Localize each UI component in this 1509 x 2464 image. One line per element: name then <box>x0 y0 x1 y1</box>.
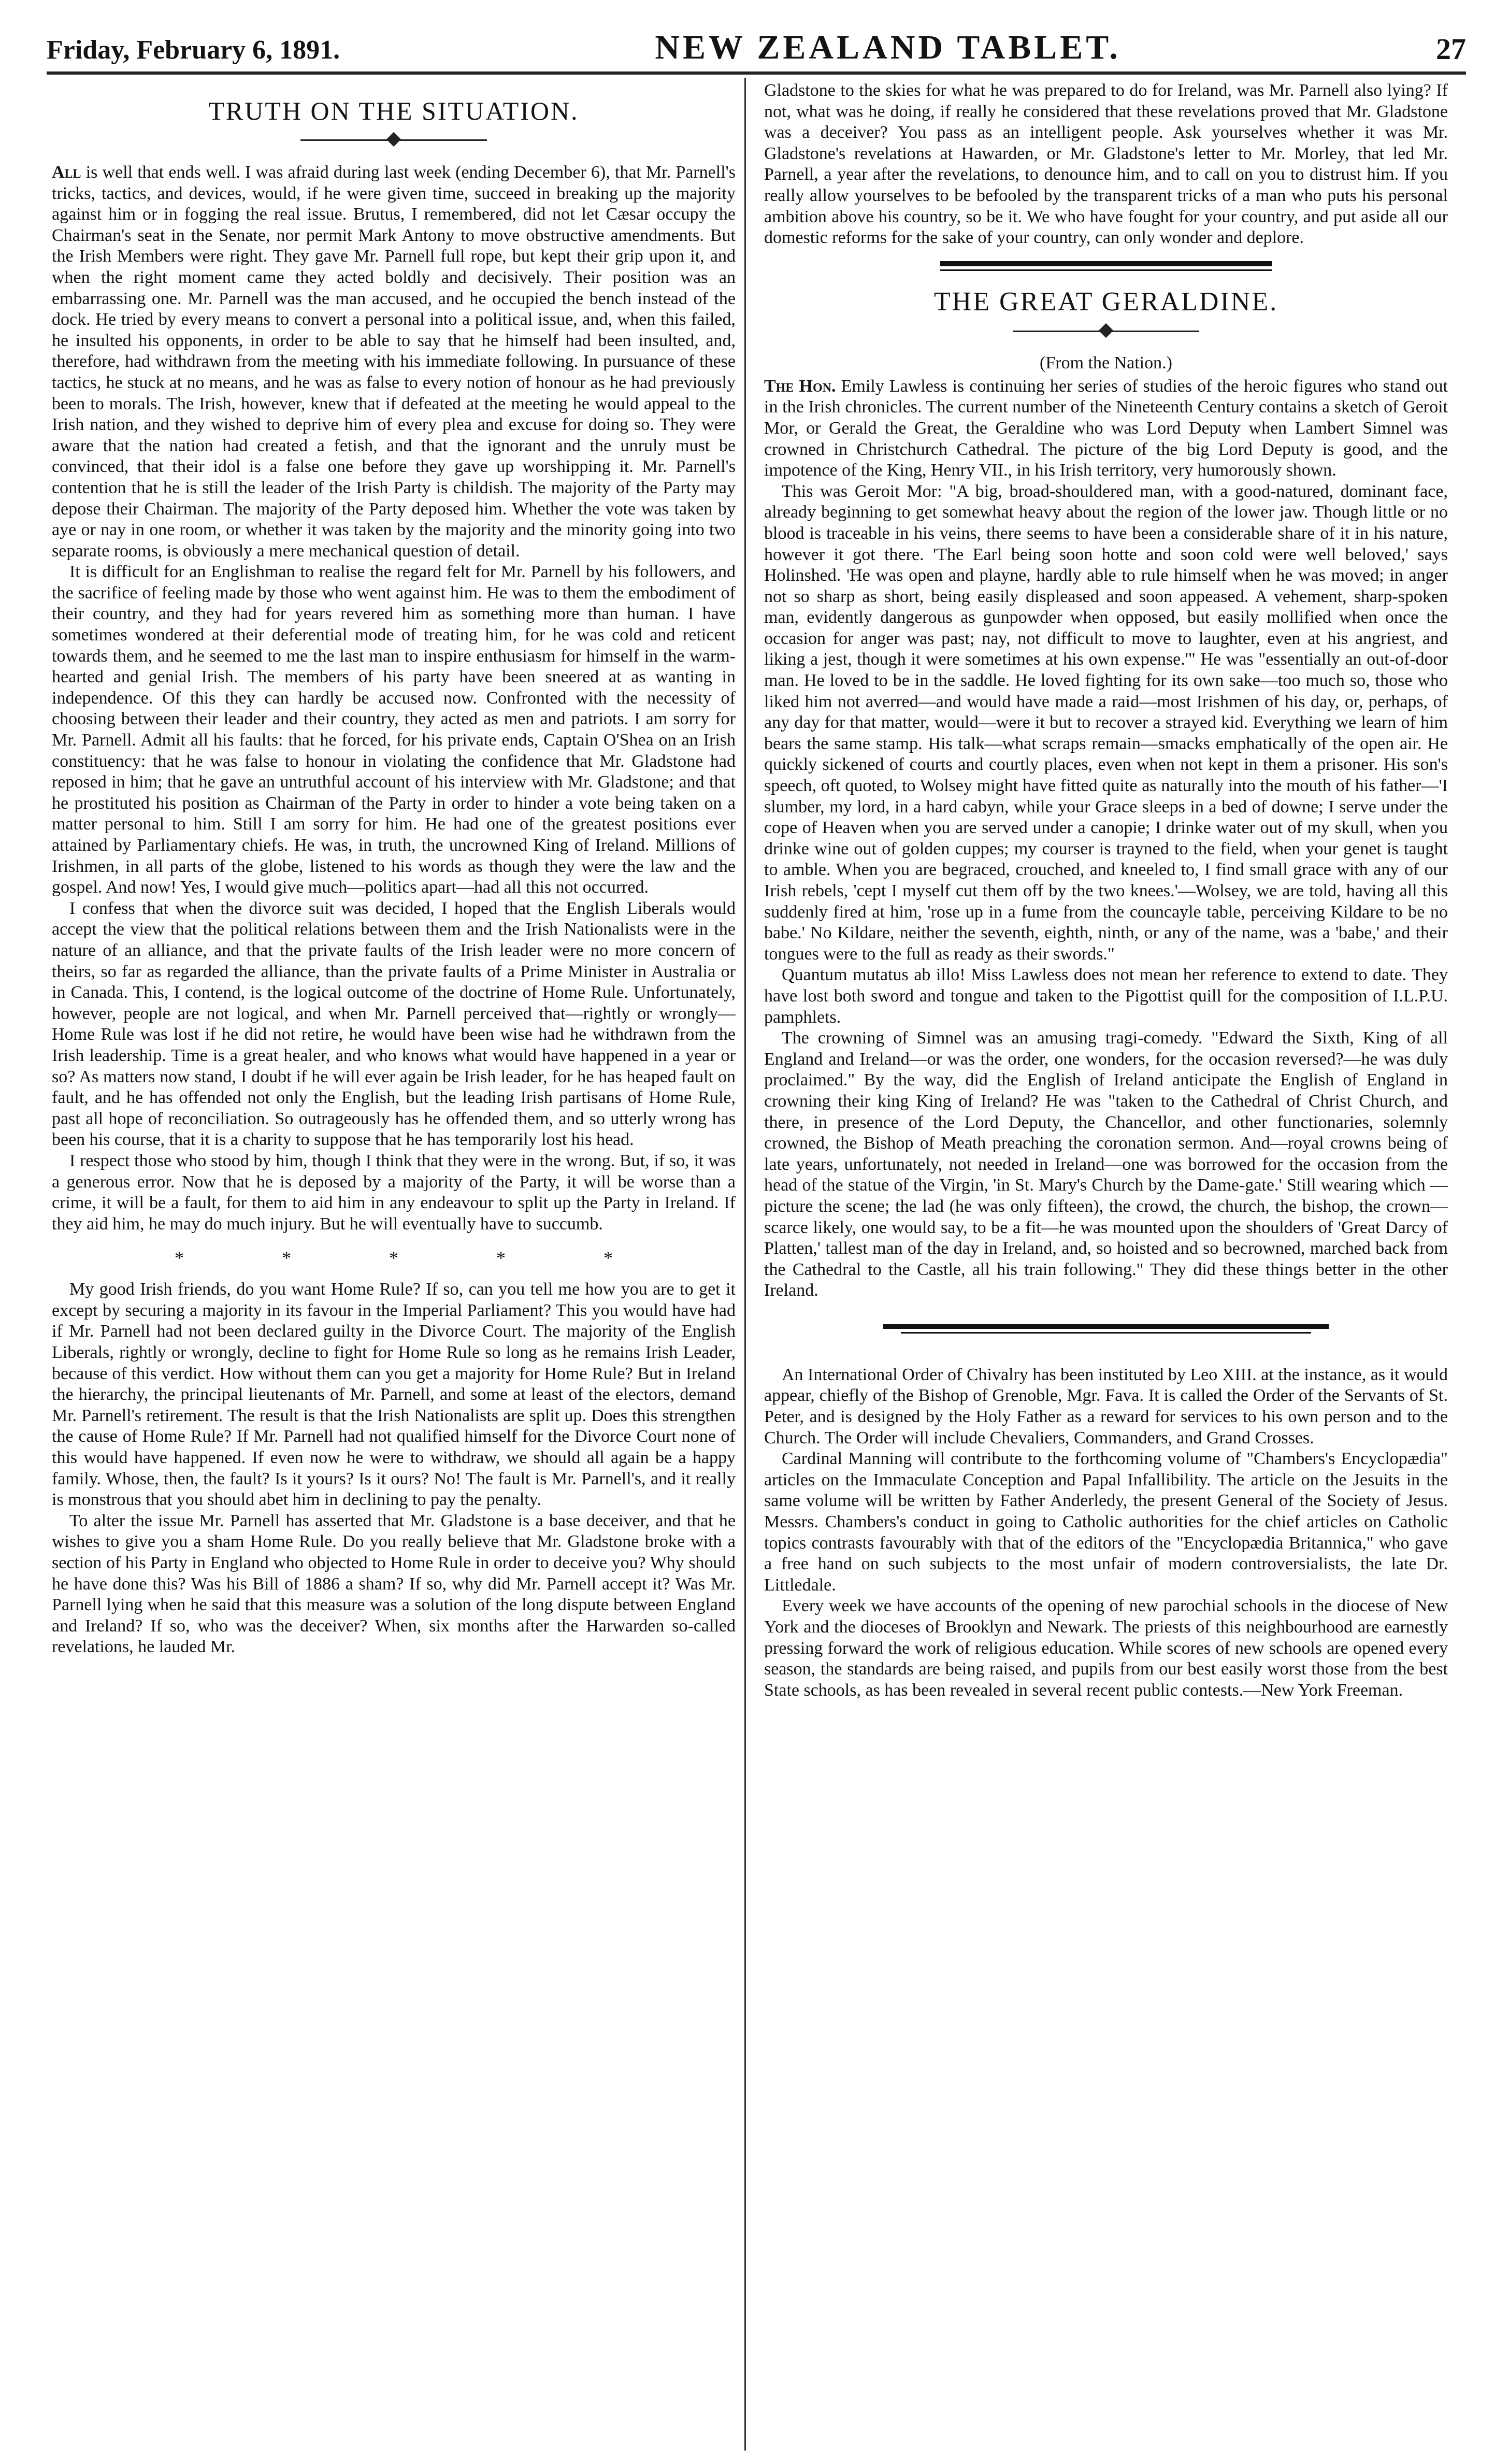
section-break-stars: * * * * * <box>175 1248 659 1269</box>
lead-in: The Hon. <box>764 376 836 396</box>
left-column <box>52 80 736 2458</box>
masthead-rule <box>47 71 1466 75</box>
issue-date: Friday, February 6, 1891. <box>47 35 340 65</box>
article-paragraph: I respect those who stood by him, though I think that they were in the wrong. But, if so, it was a generous error. Now that he is deposed by a majority of the Party, it will be worse than a crime, it will be a fault, for them to aid him in any endeavour to split up the Party in Ireland. If they aid him, he may do much injury. But he will eventually have to succumb. <box>52 1151 736 1234</box>
diamond-ornament-icon <box>386 132 401 147</box>
article-source: (From the Nation.) <box>1040 353 1172 373</box>
section-rule-thin <box>940 269 1272 271</box>
article-paragraph: It is difficult for an Englishman to realise the regard felt for Mr. Parnell by his followers, and the sacrifice of feeling made by those who went against him. He was to them the embodiment of their country, and they had for years revered him as something more than human. I have sometimes wondered at their deferential mode of treating him, for he was cold and reticent towards them, and he seemed to me the last man to inspire enthusiasm for himself in the warm-hearted and genial Irish. The members of his party have been sneered at as wanting in independence. Of this they can hardly be accused now. Confronted with the necessity of choosing between their leader and their country, they acted as men and patriots. I am sorry for Mr. Parnell. Admit all his faults: that he forced, for his private ends, Captain O'Shea on an Irish constituency: that he was false to honour in violating the confidence that Mr. Gladstone had reposed in him; that he gave an untruthful account of his interview with Mr. Gladstone; and that he prostituted his position as Chairman of the Party in order to hinder a vote being taken on a matter personal to him. Still I am sorry for him. He had one of the greatest positions ever attained by Parliamentary chiefs. He was, in truth, the uncrowned King of Ireland. Millions of Irishmen, in all parts of the globe, listened to his words as though they were the law and the gospel. And now! Yes, I would give much—politics apart—had all this not occurred. <box>52 562 736 897</box>
article-heading-truth: TRUTH ON THE SITUATION. <box>208 96 579 125</box>
article-continuation: Gladstone to the skies for what he was prepared to do for Ireland, was Mr. Parnell also lying? If not, what was he doing, if really he considered that these revelations proved that Mr. Gladstone was a deceiver? You pass as an intelligent people. Ask yourselves whether it was Mr. Gladstone's revelations at Hawarden, or Mr. Gladstone's letter to Mr. Morley, that led Mr. Parnell, a year after the revelations, to denounce him, and to call on you to distrust him. If you really allow yourselves to be befooled by the transparent tricks of a man who puts his personal ambition above his country, so be it. We who have fought for your country, and put aside all our domestic reforms for the sake of your country, can only wonder and deplore. <box>764 81 1448 248</box>
article-paragraph: My good Irish friends, do you want Home Rule? If so, can you tell me how you are to get it except by securing a majority in its favour in the Imperial Parliament? This you would have had if Mr. Parnell had not been declared guilty in the Divorce Court. The majority of the English Liberals, rightly or wrongly, decline to fight for Home Rule so long as he remains Irish Leader, because of this verdict. How without them can you get a majority for Home Rule? But in Ireland the hierarchy, the principal lieutenants of Mr. Parnell, and some at least of the electors, demand Mr. Parnell's retirement. The result is that the Irish Nationalists are split up. Does this strengthen the cause of Home Rule? If Mr. Parnell had not qualified himself for the Divorce Court none of this would have happened. If even now he were to withdraw, we should all again be a happy family. Whose, then, the fault? Is it yours? Is it ours? No! The fault is Mr. Parnell's, and it really is monstrous that you should abet him in declining to pay the penalty. <box>52 1280 736 1510</box>
article-paragraph: This was Geroit Mor: "A big, broad-shouldered man, with a good-natured, dominant face, already beginning to get somewhat heavy about the region of the lower jaw. Though little or no blood is traceable in his veins, there seems to have been a considerable share of it in his nature, however it got there. 'The Earl being soon hotte and soon cold were well beloved,' says Holinshed. 'He was open and playne, hardly able to rule himself when he was moved; in anger not so sharp as short, being easily displeased and soon appeased. A vehement, sharp-spoken man, evidently dangerous as gunpowder when opposed, but easily mollified when once the occasion for anger was past; nay, not difficult to move to laughter, even at his angriest, and liking a jest, though it were sometimes at his own expense.'" He was "essentially an out-of-door man. He loved to be in the saddle. He loved fighting for its own sake—too much so, those who liked him not averred—and would have made a raid—most Irishmen of his day, or, perhaps, of any day for that matter, would—were it but to recover a strayed kid. Everything we learn of him bears the same stamp. His talk—what scraps remain—smacks emphatically of the open air. He quickly sickened of courts and courtly places, even when not kept in them a prisoner. His son's speech, oft quoted, to Wolsey might have fitted quite as naturally into the mouth of his father—'I slumber, my lord, in a hard cabyn, while your Grace sleeps in a bed of downe; I serve under the cope of Heaven when you are served under a canopie; I drinke water out of my skull, when you drinke wine out of golden cuppes; my courser is trayned to the field, when your genet is taught to amble. When you are begraced, crouched, and kneeled to, I find small grace with any of our Irish rebels, 'cept I myself cut them off by the two knees.'—Wolsey, we are told, having all this suddenly fired at him, 'rose up in a fume from the councayle table, perceiving Kildare to be no babe.' No Kildare, neither the seventh, eighth, ninth, or any of the name, was a 'babe,' and their tongues were to the full as ready as their swords." <box>764 481 1448 964</box>
page-number: 27 <box>1436 32 1466 66</box>
article-paragraph: I confess that when the divorce suit was decided, I hoped that the English Liberals would accept the view that the political relations between them and the Irish Nationalists were in the nature of an alliance, and that the private faults of the Irish leader were no more concern of theirs, so far as regarded the alliance, than the private faults of a Prime Minister in Australia or in Canada. This, I contend, is the logical outcome of the doctrine of Home Rule. Unfortunately, however, people are not logical, and when Mr. Parnell perceived that—rightly or wrongly—Home Rule was lost if he did not retire, he would have been wise had he withdrawn from the Irish leadership. Time is a great healer, and who knows what would have happened in a year or so? As matters now stand, I doubt if he will ever again be Irish leader, for he has heaped fault on fault, and he has offended not only the English, but the leading Irish partisans of Home Rule, past all hope of reconciliation. So outrageously has he offended them, and so utterly wrong has been his course, that it is a charity to suppose that he has temporarily lost his head. <box>52 898 736 1150</box>
section-rule-double <box>883 1324 1329 1334</box>
masthead <box>47 16 1466 67</box>
article-paragraph: Quantum mutatus ab illo! Miss Lawless does not mean her reference to extend to date. They have lost both sword and tongue and taken to the Pigottist quill for the composition of I.L.P.U. pamphlets. <box>764 965 1448 1027</box>
news-paragraph: Every week we have accounts of the opening of new parochial schools in the diocese of New York and the dioceses of Brooklyn and Newark. The priests of this neighbourhood are earnestly pressing forward the work of religious education. While scores of new schools are opened every season, the standards are being raised, and pupils from our best easily worst those from the best State schools, as has been revealed in several recent public contests.—New York Freeman. <box>764 1596 1448 1700</box>
article-paragraph: All is well that ends well. I was afraid during last week (ending December 6), that Mr. Parnell's tricks, tactics, and devices, would, if he were given time, succeed in breaking up the majority against him or in fogging the real issue. Brutus, I remembered, did not let Cæsar occupy the Chairman's seat in the Senate, nor permit Mark Antony to move obstructive amendments. But the Irish Members were right. They gave Mr. Parnell full rope, but kept their grip upon it, and when the right moment came they acted boldly and decisively. Their position was an embarrassing one. Mr. Parnell was the man accused, and he occupied the bench instead of the dock. He tried by every means to convert a personal into a political issue, and, when this failed, he insulted his opponents, in order to be able to say that he himself had been insulted, and, therefore, had withdrawn from the meeting with his immediate following. In pursuance of these tactics, he stuck at no means, and he was as false to every notion of honour as he had previously been to morals. The Irish, however, knew that if defeated at the meeting he would appeal to the Irish nation, and they wished to deprive him of every plea and excuse for doing so. They were aware that the nation had created a fetish, and that the ignorant and the unruly must be convinced, that their idol is a false one before they gave up worshipping it. Mr. Parnell's contention that he is still the leader of the Irish Party is childish. The majority of the Party may depose their Chairman. The majority of the Party deposed him. Whether the vote was taken by aye or nay in one room, or whether it was taken by the majority and the minority going into two separate rooms, is obviously a mere mechanical question of detail. <box>52 163 736 561</box>
section-rule-thick <box>940 261 1272 266</box>
news-paragraph: An International Order of Chivalry has been instituted by Leo XIII. at the instance, as it would appear, chiefly of the Bishop of Grenoble, Mgr. Fava. It is called the Order of the Servants of St. Peter, and is designed by the Holy Father as a reward for services to his own person and to the Church. The Order will include Chevaliers, Commanders, and Grand Crosses. <box>764 1365 1448 1448</box>
news-paragraph: Cardinal Manning will contribute to the forthcoming volume of "Chambers's Encyclopædia" articles on the Immaculate Conception and Papal Infallibility. The article on the Jesuits in the same volume will be written by Father Anderledy, the present General of the Society of Jesus. Messrs. Chambers's conduct in going to Catholic authorities for the chief articles on Catholic topics contrasts favourably with that of the editors of the "Encyclopædia Britannica," who gave a free hand on such subjects to the most unfair of modern controversialists, the late Dr. Littledale. <box>764 1449 1448 1595</box>
column-divider <box>744 78 746 2451</box>
lead-in: All <box>52 163 81 182</box>
article-heading-geraldine: THE GREAT GERALDINE. <box>933 286 1278 317</box>
newspaper-title: NEW ZEALAND TABLET. <box>655 28 1121 66</box>
heading-ornament <box>1013 321 1199 342</box>
article-paragraph: The crowning of Simnel was an amusing tragi-comedy. "Edward the Sixth, King of all England and Ireland—or was the order, one wonders, for the occasion reversed?—he was duly proclaimed." By the way, did the English of Ireland anticipate the English of England in crowning their king King of Ireland? He was "taken to the Cathedral of Christ Church, and there, in presence of the Lord Deputy, the Chancellor, and other functionaries, solemnly crowned, the Bishop of Meath preaching the coronation sermon. And—royal crowns being of late years, unfortunately, not needed in Ireland—one was borrowed for the occasion from the head of the statue of the Virgin, 'in St. Mary's Church by the Dame-gate.' Still wearing which —picture the scene; the lad (he was only fifteen), the crowd, the church, the bishop, the crown—scarce likely, one would say, to be a fit—he was mounted upon the shoulders of 'Great Darcy of Platten,' tallest man of the day in Ireland, and, so hoisted and so becrowned, marched back from the Cathedral to the Castle, all his train following." They did these things better in the other Ireland. <box>764 1028 1448 1300</box>
heading-ornament <box>300 130 487 151</box>
diamond-ornament-icon <box>1099 323 1113 338</box>
article-paragraph: To alter the issue Mr. Parnell has asserted that Mr. Gladstone is a base deceiver, and that he wishes to give you a sham Home Rule. Do you really believe that Mr. Gladstone broke with a section of his Party in England who objected to Home Rule in order to deceive you? Why should he have done this? Was his Bill of 1886 a sham? If so, why did Mr. Parnell accept it? Was Mr. Parnell lying when he said that this measure was a solution of the long dispute between England and Ireland? If so, who was the deceiver? When, six months after the Harwarden so-called revelations, he lauded Mr. <box>52 1511 736 1657</box>
right-column <box>764 80 1448 2458</box>
article-paragraph: The Hon. Emily Lawless is continuing her series of studies of the heroic figures who stand out in the Irish chronicles. The current number of the Nineteenth Century contains a sketch of Geroit Mor, or Gerald the Great, the Geraldine who was Lord Deputy when Lambert Simnel was crowned in Christchurch Cathedral. The picture of the big Lord Deputy is good, and the impotence of the King, Henry VII., in his Irish territory, very humorously shown. <box>764 376 1448 480</box>
